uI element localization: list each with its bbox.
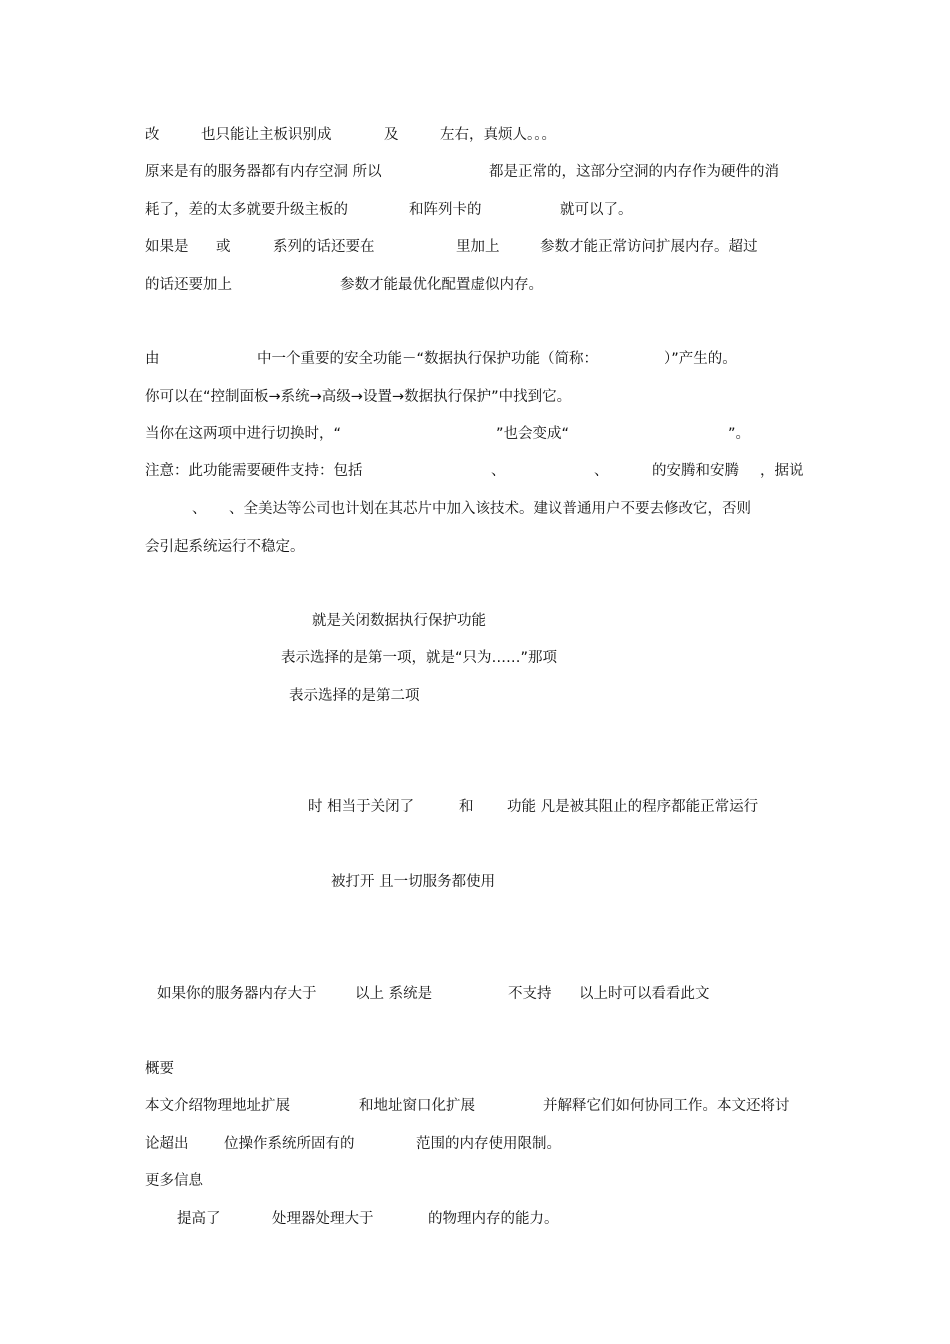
text-fragment: 时 相当于关闭了	[308, 799, 415, 815]
text-fragment: 原来是有的服务器都有内存空洞 所以	[145, 164, 382, 180]
text-fragment: 耗了，差的太多就要升级主板的	[145, 202, 348, 218]
text-fragment: ”。	[728, 426, 751, 442]
text-fragment: 都是正常的，这部分空洞的内存作为硬件的消	[489, 164, 779, 180]
heading-text: 更多信息	[145, 1173, 203, 1189]
text-fragment: 系列的话还要在	[273, 239, 375, 255]
text-fragment: 左右，真烦人。。。	[440, 127, 556, 143]
text-fragment: 不支持	[508, 986, 552, 1002]
text-fragment: 表示选择的是第一项，就是“只为……”那项	[281, 650, 558, 666]
text-fragment: 提高了	[177, 1211, 221, 1227]
text-fragment: 如果你的服务器内存大于	[157, 986, 317, 1002]
text-fragment: 本文介绍物理地址扩展	[145, 1098, 290, 1114]
text-fragment: 及	[384, 127, 399, 143]
text-fragment: 、	[491, 463, 506, 479]
text-fragment: 论超出	[145, 1136, 189, 1152]
text-fragment: 、全美达等公司也计划在其芯片中加入该技术。建议普通用户不要去修改它，否则	[229, 501, 751, 517]
text-fragment: 就是关闭数据执行保护功能	[312, 613, 486, 629]
text-fragment: 的安腾和安腾	[652, 463, 739, 479]
text-fragment: 或	[216, 239, 231, 255]
text-fragment: 位操作系统所固有的	[224, 1136, 355, 1152]
text-fragment: 的话还要加上	[145, 277, 232, 293]
text-fragment: 和地址窗口化扩展	[359, 1098, 475, 1114]
text-fragment: 以上时可以看看此文	[579, 986, 710, 1002]
text-fragment: 参数才能正常访问扩展内存。超过	[540, 239, 758, 255]
text-fragment: ，据说	[760, 463, 804, 479]
heading-text: 概要	[145, 1061, 174, 1077]
text-fragment: 就可以了。	[560, 202, 633, 218]
text-fragment: 功能 凡是被其阻止的程序都能正常运行	[507, 799, 759, 815]
text-fragment: 和	[459, 799, 474, 815]
text-fragment: 并解释它们如何协同工作。本文还将讨	[543, 1098, 790, 1114]
text-fragment: 被打开 且一切服务都使用	[331, 874, 496, 890]
text-fragment: 也只能让主板识别成	[201, 127, 332, 143]
text-fragment: 中一个重要的安全功能－“数据执行保护功能（简称：	[257, 351, 599, 367]
text-fragment: ）”产生的。	[664, 351, 737, 367]
text-fragment: 、	[594, 463, 609, 479]
text-fragment: 改	[145, 127, 160, 143]
text-fragment: 和阵列卡的	[409, 202, 482, 218]
text-fragment: 里加上	[456, 239, 500, 255]
text-fragment: 你可以在“控制面板→系统→高级→设置→数据执行保护”中找到它。	[145, 389, 572, 405]
text-fragment: 、	[192, 501, 207, 517]
text-fragment: 范围的内存使用限制。	[416, 1136, 561, 1152]
text-fragment: 的物理内存的能力。	[428, 1211, 559, 1227]
text-fragment: 如果是	[145, 239, 189, 255]
text-fragment: 注意：此功能需要硬件支持：包括	[145, 463, 363, 479]
text-fragment: 当你在这两项中进行切换时，“	[145, 426, 342, 442]
text-fragment: 处理器处理大于	[272, 1211, 374, 1227]
text-fragment: 会引起系统运行不稳定。	[145, 539, 305, 555]
text-fragment: 由	[145, 351, 160, 367]
text-fragment: 以上 系统是	[355, 986, 433, 1002]
text-fragment: 参数才能最优化配置虚似内存。	[340, 277, 543, 293]
text-fragment: 表示选择的是第二项	[289, 688, 420, 704]
text-fragment: ”也会变成“	[496, 426, 570, 442]
